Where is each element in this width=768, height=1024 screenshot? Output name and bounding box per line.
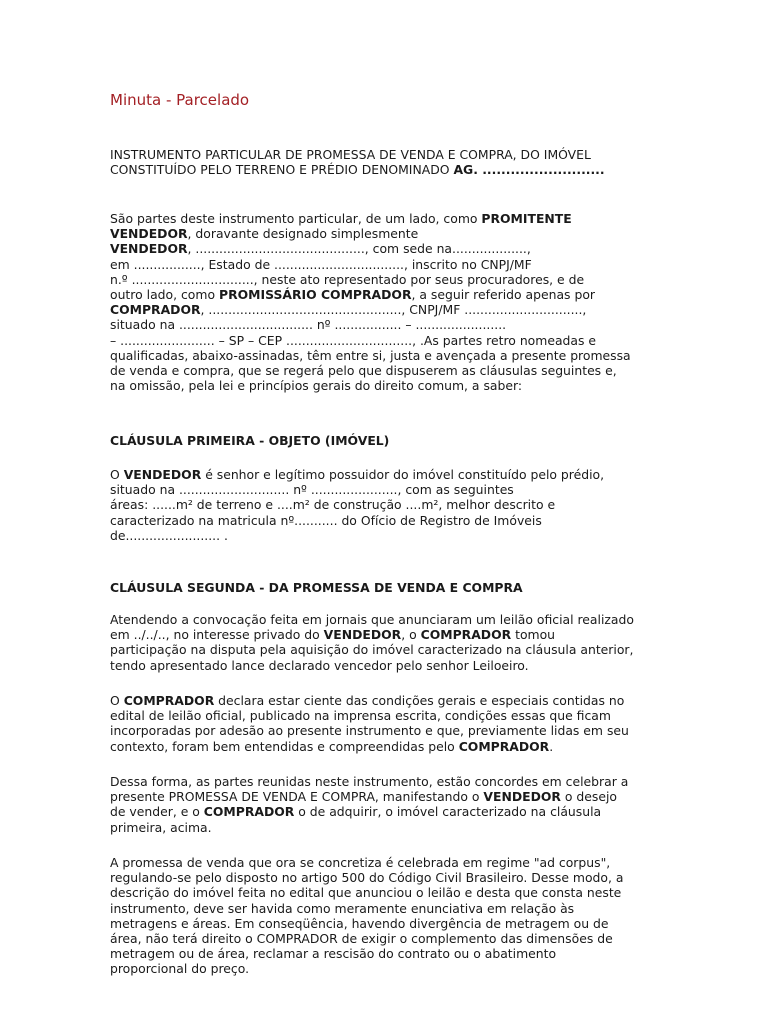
- clause-2-paragraph-2: O COMPRADOR declara estar ciente das condições gerais e especiais contidas no edital de leilão oficial, publicado na imprensa escrita, condições essas que ficam incorporadas por adesão ao presente instrumento e que, previamente lidas em seu contexto, foram bem entendidas e compreendidas pelo COMPRADOR.: [110, 693, 629, 754]
- clause-1-heading: CLÁUSULA PRIMEIRA - OBJETO (IMÓVEL): [110, 433, 390, 448]
- clause-2-paragraph-4: A promessa de venda que ora se concretiza é celebrada em regime "ad corpus", regulando-se pelo disposto no artigo 500 do Código Civil Brasileiro. Desse modo, a descrição do imóvel feita no edital que anunciou o leilão e desta que consta neste instrumento, deve ser havida como meramente enunciativa em relação às metragens e áreas. Em conseqüência, havendo divergência de metragem ou de área, não terá direito o COMPRADOR de exigir o complemento das dimensões de metragem ou de área, reclamar a rescisão do contrato ou o abatimento proporcional do preço.: [110, 855, 624, 977]
- property-name: AG. ..........................: [453, 162, 605, 178]
- heading-line-1: INSTRUMENTO PARTICULAR DE PROMESSA DE VENDA E COMPRA, DO IMÓVEL: [110, 147, 591, 162]
- heading-line-2: CONSTITUÍDO PELO TERRENO E PRÉDIO DENOMINADO AG. ..........................: [110, 162, 605, 178]
- clause-2-paragraph-1: Atendendo a convocação feita em jornais que anunciaram um leilão oficial realizado em ../../.., no interesse privado do VENDEDOR, o COMPRADOR tomou participação na disputa pela aquisição do imóvel caracterizado na cláusula anterior, tendo apresentado lance declarado vencedor pelo senhor Leiloeiro.: [110, 612, 634, 673]
- intro-paragraph: São partes deste instrumento particular, de um lado, como PROMITENTE VENDEDOR, doravante designado simplesmente VENDEDOR, ..........................................., com sede na..................., em ................., Estado de ................................., inscrito no CNPJ/MF n.º ..............................., neste ato representado por seus procuradores, e de outro lado, como PROMISSÁRIO COMPRADOR, a seguir referido apenas por COMPRADOR, ................................................., CNPJ/MF .............................., situado na .................................. nº ................. – ....................... – ........................ – SP – CEP ................................, .As partes retro nomeadas e qualificadas, abaixo-assinadas, têm entre si, justa e avençada a presente promessa de venda e compra, que se regerá pelo que dispuserem as cláusulas seguintes e, na omissão, pela lei e princípios gerais do direito comum, a saber:: [110, 211, 631, 394]
- clause-2-paragraph-3: Dessa forma, as partes reunidas neste instrumento, estão concordes em celebrar a presente PROMESSA DE VENDA E COMPRA, manifestando o VENDEDOR o desejo de vender, e o COMPRADOR o de adquirir, o imóvel caracterizado na cláusula primeira, acima.: [110, 774, 629, 835]
- document-title: Minuta - Parcelado: [110, 91, 250, 109]
- clause-2-heading: CLÁUSULA SEGUNDA - DA PROMESSA DE VENDA E COMPRA: [110, 580, 523, 595]
- document-heading: [110, 147, 666, 177]
- clause-1-paragraph: O VENDEDOR é senhor e legítimo possuidor do imóvel constituído pelo prédio, situado na ............................ nº ......................, com as seguintes áreas: ......m² de terreno e ....m² de construção ....m², melhor descrito e caracterizado na matricula nº........... do Ofício de Registro de Imóveis de........................ .: [110, 467, 605, 543]
